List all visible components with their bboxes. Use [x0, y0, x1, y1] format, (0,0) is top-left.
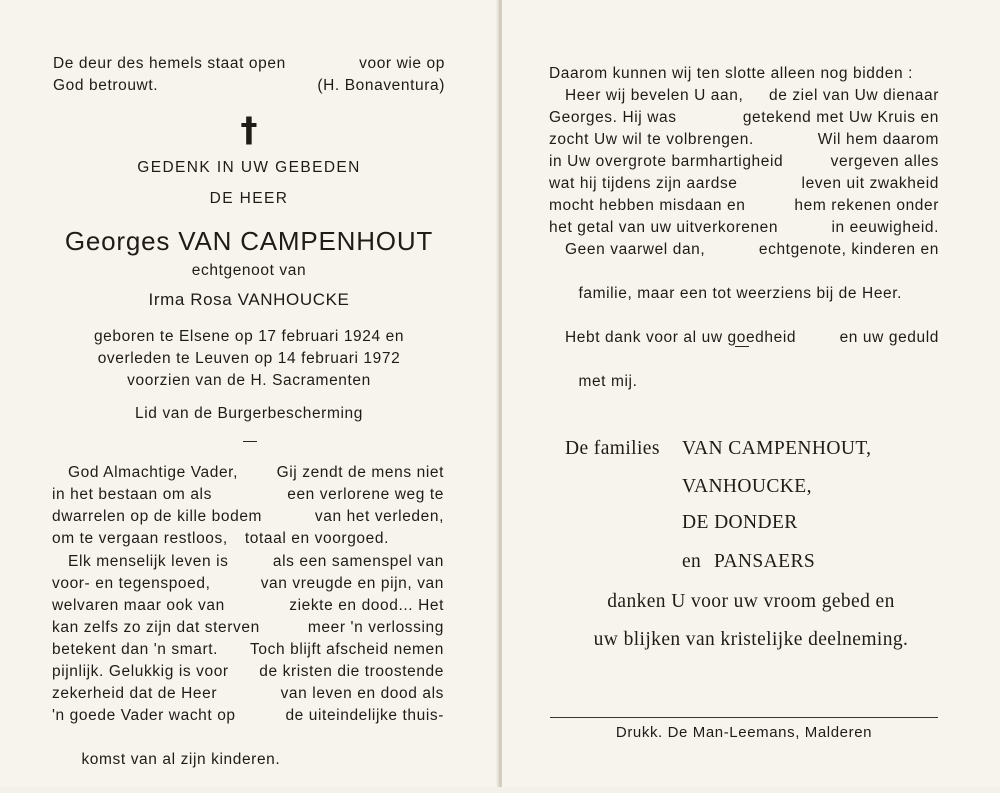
deceased-name: Georges VAN CAMPENHOUT: [64, 226, 434, 256]
text-segment: zocht Uw wil te volbrengen.: [549, 131, 754, 148]
text-segment: als een samenspel van: [272, 553, 444, 570]
birth-line: geboren te Elsene op 17 februari 1924 en: [93, 328, 405, 345]
death-line: overleden te Leuven op 14 februari 1972: [97, 350, 401, 367]
spouse-name: Irma Rosa VANHOUCKE: [148, 290, 350, 309]
text-line: [549, 261, 939, 327]
text-line: [549, 129, 939, 151]
honorific: DE HEER: [209, 190, 289, 207]
text-line: [549, 195, 939, 217]
text-segment: leven uit zwakheid: [801, 175, 939, 192]
family-pansaers: PANSAERS: [714, 551, 816, 572]
text-line: [52, 683, 444, 705]
text-line: [549, 239, 939, 261]
text-segment: de ziel van Uw dienaar: [768, 87, 939, 104]
spouse-label: echtgenoot van: [191, 262, 307, 279]
families-intro: De families: [565, 438, 660, 459]
text-segment: welvaren maar ook van: [52, 597, 225, 614]
life-details: [0, 326, 498, 392]
text-segment: hem rekenen onder: [794, 197, 939, 214]
text-segment: totaal en voorgoed.: [244, 530, 389, 547]
quote: [53, 53, 445, 97]
text-segment: het getal van uw uitverkorenen: [549, 219, 779, 236]
text-segment: meer 'n verlossing: [307, 619, 444, 636]
membership: Lid van de Burgerbescherming: [135, 405, 363, 422]
left-page: [0, 0, 498, 787]
prayer-body: [549, 107, 939, 415]
text-line: [565, 85, 939, 107]
text-line: [549, 349, 939, 415]
text-segment: pijnlijk. Gelukkig is voor: [52, 663, 229, 680]
text-line: [549, 217, 939, 239]
text-segment: Heer wij bevelen U aan,: [565, 87, 744, 104]
text-segment: Hebt dank voor al uw goedheid: [565, 329, 797, 346]
text-segment: de kristen die troostende: [259, 663, 444, 680]
text-segment: 'n goede Vader wacht op: [52, 707, 236, 724]
paragraph-1: [52, 462, 444, 550]
divider: [735, 346, 749, 347]
text-line: [549, 173, 939, 195]
text-segment: van leven en dood als: [280, 685, 444, 702]
text-segment: Gij zendt de mens niet: [276, 464, 444, 481]
right-page: [502, 0, 1000, 787]
family-vanhoucke: VANHOUCKE,: [682, 476, 812, 497]
sacraments-line: voorzien van de H. Sacramenten: [127, 372, 371, 389]
text-line: [52, 462, 444, 484]
text-segment: van het verleden,: [314, 508, 444, 525]
text-segment: vergeven alles: [830, 153, 939, 170]
text-line: [52, 484, 444, 506]
printer-credit: Drukk. De Man-Leemans, Malderen: [615, 724, 873, 741]
text-segment: echtgenote, kinderen en: [758, 241, 939, 258]
text-segment: de uiteindelijke thuis-: [285, 707, 444, 724]
text-segment: in het bestaan om als: [52, 486, 212, 503]
text-segment: voor- en tegenspoed,: [52, 575, 211, 592]
quote-line: [53, 75, 445, 97]
divider: [243, 441, 257, 442]
cross-icon: †: [240, 110, 258, 150]
family-de-donder: DE DONDER: [682, 512, 798, 533]
prayer: [565, 85, 939, 107]
text-segment: kan zelfs zo zijn dat sterven: [52, 619, 260, 636]
text-line: [52, 551, 444, 573]
text-line: [52, 573, 444, 595]
quote-line: [53, 53, 445, 75]
quote-line-1-b: voor wie op: [359, 55, 445, 72]
prayer-intro: Daarom kunnen wij ten slotte alleen nog bidden :: [549, 65, 913, 82]
text-segment: Wil hem daarom: [817, 131, 939, 148]
text-segment: in Uw overgrote barmhartigheid: [549, 153, 784, 170]
text-line: [52, 595, 444, 617]
footer-rule: [550, 717, 938, 718]
text-segment: Toch blijft afscheid nemen: [250, 641, 444, 658]
text-segment: met mij.: [578, 373, 638, 390]
text-line: [52, 705, 444, 727]
text-line: [549, 107, 939, 129]
text-line: [52, 661, 444, 683]
text-segment: getekend met Uw Kruis en: [742, 109, 939, 126]
thanks-line-2: uw blijken van kristelijke deelneming.: [593, 629, 909, 650]
text-segment: komst van al zijn kinderen.: [81, 751, 281, 768]
thanks-line-1: danken U voor uw vroom gebed en: [607, 591, 895, 612]
text-segment: mocht hebben misdaan en: [549, 197, 746, 214]
text-line: [549, 151, 939, 173]
text-line: [52, 639, 444, 661]
text-segment: betekent dan 'n smart.: [52, 641, 219, 658]
text-segment: Georges. Hij was: [549, 109, 677, 126]
text-segment: in eeuwigheid.: [831, 219, 939, 236]
quote-line-2-a: God betrouwt.: [53, 77, 159, 94]
remembrance-heading: GEDENK IN UW GEBEDEN: [137, 159, 361, 176]
family-van-campenhout: VAN CAMPENHOUT,: [682, 438, 872, 459]
paragraph-2: [52, 551, 444, 793]
text-segment: Elk menselijk leven is: [68, 553, 229, 570]
text-segment: wat hij tijdens zijn aardse: [549, 175, 738, 192]
text-line: [52, 528, 389, 550]
text-line: [52, 617, 444, 639]
text-segment: familie, maar een tot weerziens bij de Heer.: [578, 285, 903, 302]
text-segment: ziekte en dood... Het: [289, 597, 444, 614]
families-and: en: [682, 551, 702, 572]
text-segment: dwarrelen op de kille bodem: [52, 508, 263, 525]
text-segment: een verlorene weg te: [287, 486, 444, 503]
quote-line-1-a: De deur des hemels staat open: [53, 55, 286, 72]
text-line: [52, 727, 444, 793]
text-segment: van vreugde en pijn, van: [260, 575, 444, 592]
text-segment: Geen vaarwel dan,: [565, 241, 706, 258]
text-line: [52, 506, 444, 528]
text-segment: God Almachtige Vader,: [68, 464, 238, 481]
quote-line-2-b: (H. Bonaventura): [317, 77, 445, 94]
text-segment: zekerheid dat de Heer: [52, 685, 218, 702]
text-segment: en uw geduld: [839, 329, 939, 346]
text-segment: om te vergaan restloos,: [52, 530, 228, 547]
